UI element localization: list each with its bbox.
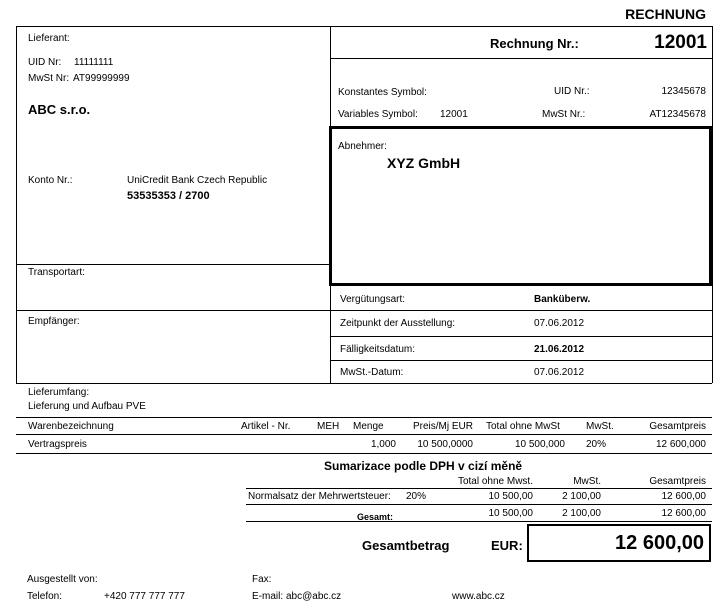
transport-label: Transportart: — [28, 267, 85, 278]
frame-bottom — [16, 383, 712, 384]
row-name: Vertragspreis — [28, 439, 87, 450]
issue-date-label: Zeitpunkt der Ausstellung: — [340, 318, 456, 329]
vat-summary-total-vat: 2 100,00 — [562, 508, 601, 519]
invoice-uid-label: UID Nr.: — [554, 86, 590, 97]
items-table-top — [16, 417, 712, 418]
invoice-uid-value: 12345678 — [661, 86, 706, 97]
sender-company: ABC s.r.o. — [28, 102, 91, 117]
scope-text: Lieferung und Aufbau PVE — [28, 401, 146, 412]
divider-payment-1 — [330, 310, 712, 311]
items-table-bottom — [16, 453, 712, 454]
row-unit-price: 10 500,0000 — [417, 439, 473, 450]
col-header-article: Artikel - Nr. — [241, 421, 291, 432]
divider-payment-2 — [330, 336, 712, 337]
konstantes-label: Konstantes Symbol: — [338, 87, 427, 98]
bank-account: 53535353 / 2700 — [127, 190, 210, 202]
konto-label: Konto Nr.: — [28, 175, 73, 186]
issued-by-label: Ausgestellt von: — [27, 574, 98, 585]
row-gross: 12 600,000 — [655, 439, 706, 450]
due-date-label: Fälligkeitsdatum: — [340, 344, 416, 355]
row-vat: 20% — [586, 439, 607, 450]
col-header-name: Warenbezeichnung — [28, 421, 114, 432]
sender-mwst-label: MwSt Nr: — [28, 73, 70, 84]
phone-value: +420 777 777 777 — [104, 591, 185, 602]
variables-value: 12001 — [440, 109, 468, 120]
vat-summary-row-label: Normalsatz der Mehrwertsteuer: — [248, 491, 391, 502]
email-label: E-mail: — [252, 591, 284, 602]
col-header-unit-price: Preis/Mj EUR — [413, 421, 474, 432]
issue-date-value: 07.06.2012 — [534, 318, 585, 329]
vat-summary-total-net: 10 500,00 — [488, 508, 533, 519]
grand-total-label: Gesamtbetrag — [362, 538, 450, 553]
variables-label: Variables Symbol: — [338, 109, 418, 120]
vat-summary-row-net: 10 500,00 — [488, 491, 533, 502]
col-header-net-total: Total ohne MwSt — [486, 421, 560, 432]
vat-summary-header-vat: MwSt. — [573, 476, 601, 487]
payment-method-label: Vergütungsart: — [340, 294, 406, 305]
empfaenger-label: Empfänger: — [28, 316, 80, 327]
website-link[interactable]: www.abc.cz — [452, 591, 505, 602]
customer-name: XYZ GmbH — [387, 155, 461, 171]
row-net-total: 10 500,000 — [514, 439, 565, 450]
vat-summary-row-line — [246, 504, 712, 505]
payment-method-value: Banküberw. — [534, 294, 591, 305]
col-header-gross: Gesamtpreis — [649, 421, 706, 432]
divider-invoice-number — [330, 58, 712, 59]
sender-uid-value: 11111111 — [74, 57, 114, 68]
vat-summary-header-net: Total ohne Mwst. — [457, 476, 533, 487]
email-value[interactable]: abc@abc.cz — [286, 591, 342, 602]
vat-summary-total-line — [246, 521, 712, 522]
invoice-number: 12001 — [654, 32, 707, 53]
divider-empfaenger — [16, 310, 330, 311]
vat-date-value: 07.06.2012 — [534, 367, 585, 378]
sender-uid-label: UID Nr: — [28, 57, 62, 68]
frame-right — [712, 26, 713, 383]
vat-summary-row-vat: 2 100,00 — [562, 491, 601, 502]
vat-summary-row-rate: 20% — [406, 491, 427, 502]
vat-summary-header-gross: Gesamtpreis — [649, 476, 706, 487]
invoice-number-label: Rechnung Nr.: — [490, 36, 579, 51]
vat-summary-total-gross: 12 600,00 — [661, 508, 706, 519]
vat-summary-title: Sumarizace podle DPH v cizí měně — [324, 459, 523, 473]
scope-label: Lieferumfang: — [28, 387, 90, 398]
vat-summary-header-line — [246, 488, 712, 489]
vat-date-label: MwSt.-Datum: — [340, 367, 404, 378]
lieferant-label: Lieferant: — [28, 33, 70, 44]
abnehmer-label: Abnehmer: — [338, 141, 387, 152]
divider-transport — [16, 264, 330, 265]
frame-top — [16, 26, 712, 27]
vat-summary-row-gross: 12 600,00 — [661, 491, 706, 502]
phone-label: Telefon: — [27, 591, 63, 602]
invoice-mwst-value: AT12345678 — [649, 109, 706, 120]
bank-name: UniCredit Bank Czech Republic — [127, 175, 268, 186]
row-qty: 1,000 — [370, 439, 396, 450]
grand-total-value: 12 600,00 — [615, 532, 704, 554]
frame-left — [16, 26, 17, 383]
invoice-mwst-label: MwSt Nr.: — [542, 109, 586, 120]
sender-mwst-value: AT99999999 — [73, 73, 130, 84]
due-date-value: 21.06.2012 — [534, 344, 585, 355]
fax-label: Fax: — [252, 574, 272, 585]
col-header-qty: Menge — [353, 421, 384, 432]
items-header-line — [16, 434, 712, 435]
vat-summary-total-label: Gesamt: — [357, 512, 394, 522]
document-title: RECHNUNG — [625, 6, 706, 22]
divider-payment-3 — [330, 360, 712, 361]
grand-total-currency: EUR: — [491, 538, 523, 553]
col-header-vat: MwSt. — [586, 421, 614, 432]
col-header-unit: MEH — [317, 421, 340, 432]
